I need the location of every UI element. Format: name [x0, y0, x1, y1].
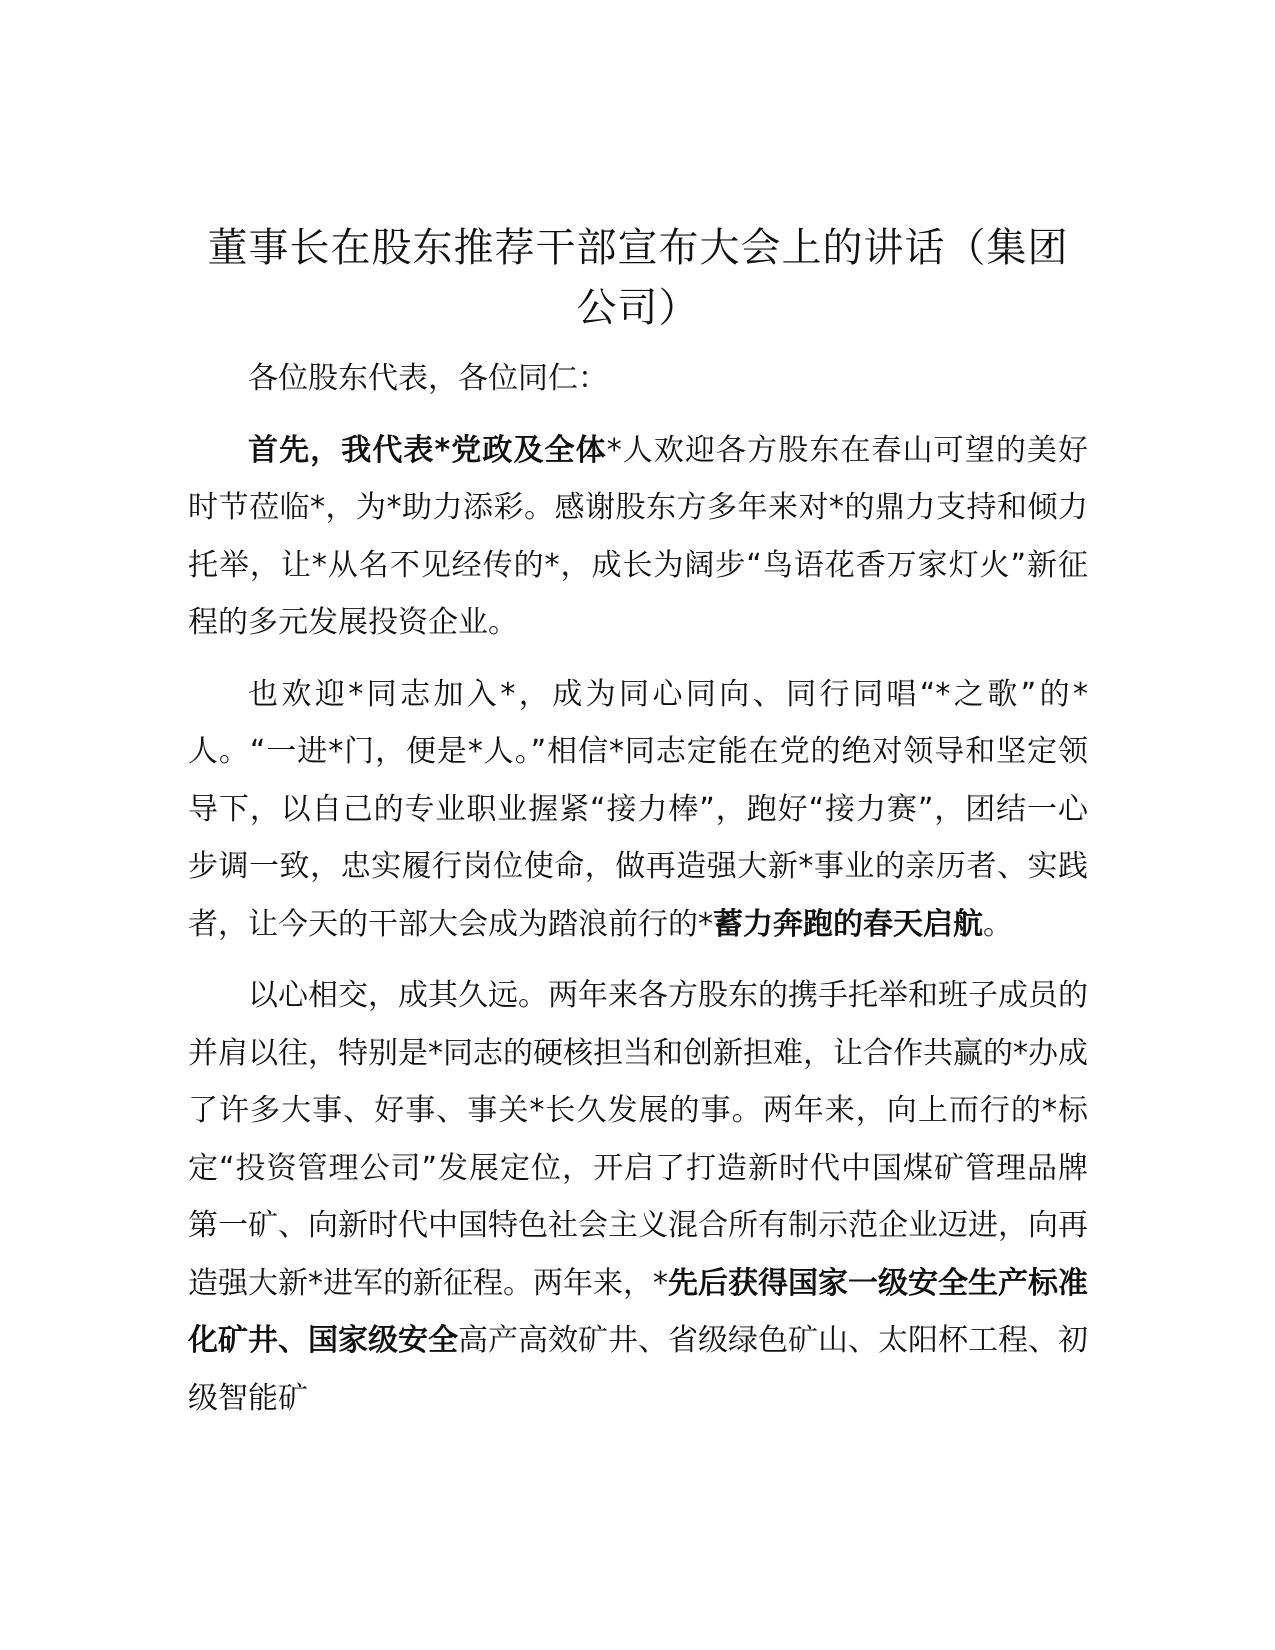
paragraph-3-tail-end: 高产高效矿井、省级绿色矿山、太阳杯工程、初级智能矿 [188, 1323, 1088, 1416]
paragraph-3-bold-tail: 先后获得国家一级安全生产标准化矿井、国家级安全 [188, 1265, 1088, 1358]
salutation: 各位股东代表，各位同仁： [248, 361, 608, 396]
paragraph-2-tail-end: 。 [983, 906, 1013, 942]
paragraph-1 [188, 422, 1088, 652]
document-page [188, 218, 1088, 1427]
paragraph-2-text: 也欢迎*同志加入*，成为同心同向、同行同唱“*之歌”的*人。“一进*门，便是*人。”相信*同志定能在党的绝对领导和坚定领导下，以自己的专业职业握紧“接力棒”，跑好“接力赛”，团结一心步调一致，忠实履行岗位使命，做再造强大新*事业的亲历者、实践者，让今天的干部大会成为踏浪前行的* [188, 676, 1088, 942]
paragraph-1-text: *人欢迎各方股东在春山可望的美好时节莅临*，为*助力添彩。感谢股东方多年来对*的鼎力支持和倾力托举，让*从名不见经传的*，成长为阔步“鸟语花香万家灯火”新征程的多元发展投资企业。 [188, 432, 1088, 640]
document-title: 董事长在股东推荐干部宣布大会上的讲话（集团公司） [207, 225, 1069, 331]
paragraph-1-bold-lead: 首先，我代表*党政及全体 [248, 432, 607, 468]
paragraph-2 [188, 666, 1088, 954]
paragraph-3 [188, 967, 1088, 1427]
paragraph-3-text: 以心相交，成其久远。两年来各方股东的携手托举和班子成员的并肩以往，特别是*同志的硬核担当和创新担难，让合作共赢的*办成了许多大事、好事、事关*长久发展的事。两年来，向上而行的*标定“投资管理公司”发展定位，开启了打造新时代中国煤矿管理品牌第一矿、向新时代中国特色社会主义混合所有制示范企业迈进，向再造强大新*进军的新征程。两年来，* [188, 978, 1088, 1301]
paragraph-2-bold-tail: 蓄力奔跑的春天启航 [713, 906, 983, 942]
